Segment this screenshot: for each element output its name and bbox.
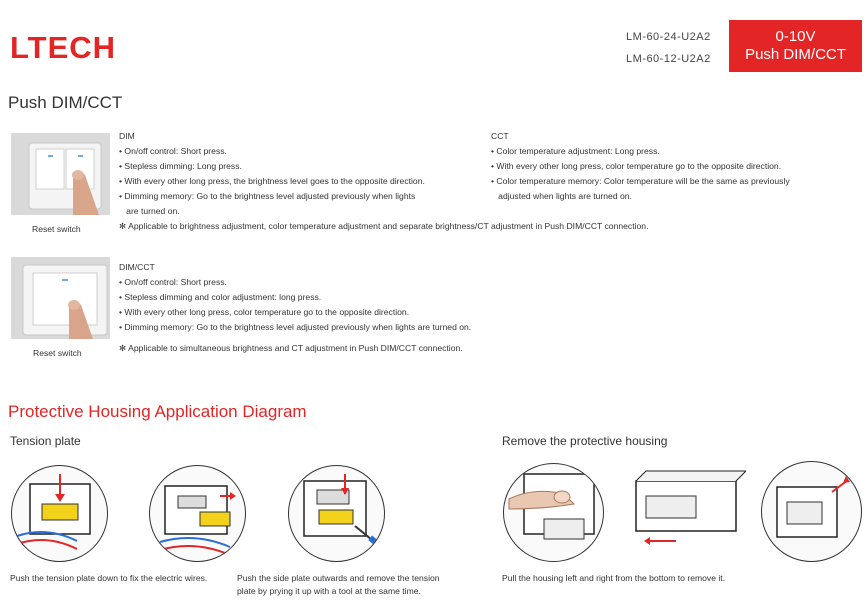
dim-line: • Dimming memory: Go to the brightness level adjusted previously when lights [119,191,416,201]
housing-section-title: Protective Housing Application Diagram [8,402,307,421]
dim-line: • With every other long press, the brightness level goes to the opposite direction. [119,176,425,186]
reset-switch-caption-1: Reset switch [32,224,81,234]
dim-line: • On/off control: Short press. [119,146,227,156]
badge-line-2: Push DIM/CCT [745,46,846,63]
push-section-title: Push DIM/CCT [8,93,123,112]
side-plate-illustration [150,466,245,561]
dim-line: • Stepless dimming: Long press. [119,161,242,171]
pry-tool-illustration [289,466,384,561]
tension-step2-caption-line1: Push the side plate outwards and remove the tension [237,573,440,583]
badge-line-1: 0-10V [775,28,816,45]
dimcct-line: • With every other long press, color temperature go to the opposite direction. [119,307,410,317]
remove-housing-step2-diagram [606,461,746,565]
cct-heading: CCT [491,131,509,141]
tension-plate-push-illustration [12,466,107,561]
dimcct-note: ✻ Applicable to simultaneous brightness and CT adjustment in Push DIM/CCT connection. [119,343,463,353]
dimcct-block [119,260,471,356]
cct-line: • Color temperature adjustment: Long press. [491,146,660,156]
housing-removed-illustration [762,462,861,561]
reset-switch-caption-2: Reset switch [33,348,82,358]
single-switch-illustration [11,257,110,339]
model-number-24v: LM-60-24-U2A2 [626,31,711,43]
dim-note: ✻ Applicable to brightness adjustment, color temperature adjustment and separate brightness/CT adjustment in Push DIM/CCT connection. [119,221,649,231]
dimcct-line: • On/off control: Short press. [119,277,227,287]
dual-switch-photo [11,133,110,215]
dual-switch-illustration [11,133,110,215]
cct-line: adjusted when lights are turned on. [491,191,632,201]
housing-slide-illustration [606,461,746,565]
model-number-12v: LM-60-12-U2A2 [626,53,711,65]
dimcct-line: • Dimming memory: Go to the brightness level adjusted previously when lights are turned on. [119,322,472,332]
remove-housing-subtitle: Remove the protective housing [502,434,668,448]
dim-line: are turned on. [119,206,180,216]
tension-plate-step2-diagram [149,465,246,562]
remove-housing-caption: Pull the housing left and right from the bottom to remove it. [502,573,726,583]
tension-plate-step1-diagram [11,465,108,562]
cct-block [491,129,790,204]
remove-housing-step1-diagram [503,463,604,562]
tension-plate-subtitle: Tension plate [10,434,81,448]
tension-step1-caption: Push the tension plate down to fix the electric wires. [10,573,208,583]
tension-step2-caption-line2: plate by prying it up with a tool at the same time. [237,586,421,596]
dimcct-heading: DIM/CCT [119,262,155,272]
remove-housing-step3-diagram [761,461,862,562]
tension-plate-step3-diagram [288,465,385,562]
dim-heading: DIM [119,131,135,141]
mode-badge [729,20,862,72]
finger-press-illustration [504,464,603,561]
cct-line: • With every other long press, color temperature go to the opposite direction. [491,161,782,171]
ltech-logo: LTECH [10,30,117,65]
cct-line: • Color temperature memory: Color temperature will be the same as previously [491,176,790,186]
dimcct-line: • Stepless dimming and color adjustment: long press. [119,292,322,302]
single-switch-photo [11,257,110,339]
